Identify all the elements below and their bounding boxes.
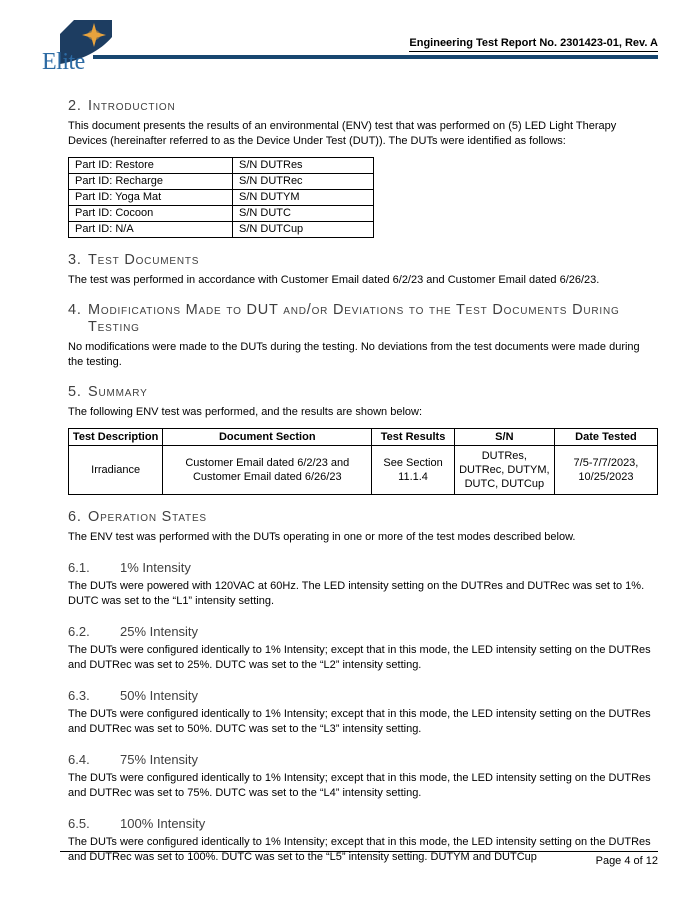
section-heading-modifications — [68, 302, 658, 336]
section-number: 2. — [68, 98, 82, 114]
subsection-title: 50% Intensity — [120, 688, 199, 703]
serial-cell: S/N DUTRec — [233, 174, 374, 190]
introduction-paragraph: This document presents the results of an environmental (ENV) test that was performed on (5) LED Light Therapy Devices (hereinafter referred to as the Device Under Test (DUT)). The DUTs were identified as follows: — [68, 120, 617, 147]
part-id-cell: Part ID: Yoga Mat — [69, 190, 233, 206]
subsection-number: 6.1. — [68, 560, 90, 575]
table-row — [69, 206, 374, 222]
serial-cell: S/N DUTCup — [233, 222, 374, 238]
operation-states-paragraph: The ENV test was performed with the DUTs operating in one or more of the test modes described below. — [68, 531, 576, 543]
section-title: Introduction — [88, 98, 176, 114]
section-title: Summary — [88, 384, 148, 400]
section-title: Operation States — [88, 509, 207, 525]
header-rule — [93, 55, 658, 59]
subsection-number: 6.5. — [68, 816, 90, 831]
test-description-cell: Irradiance — [69, 446, 163, 495]
subsection-heading-25pct — [68, 624, 658, 640]
subsection-paragraph: The DUTs were configured identically to 1% Intensity; except that in this mode, the LED intensity setting on the DUTRes and DUTRec was set to 50%. DUTC was set to the “L3” intensity setting. — [68, 708, 651, 735]
subsection-heading-50pct — [68, 688, 658, 704]
part-id-cell: Part ID: Recharge — [69, 174, 233, 190]
subsection-paragraph: The DUTs were powered with 120VAC at 60Hz. The LED intensity setting on the DUTRes and DUTRec was set to 1%. DUTC was set to the “L1” intensity setting. — [68, 580, 645, 607]
column-header: Date Tested — [554, 429, 657, 446]
table-row — [69, 446, 658, 495]
table-row — [69, 174, 374, 190]
section-number: 3. — [68, 252, 82, 268]
serial-numbers-cell: DUTRes, DUTRec, DUTYM, DUTC, DUTCup — [454, 446, 554, 495]
part-id-cell: Part ID: Cocoon — [69, 206, 233, 222]
subsection-number: 6.2. — [68, 624, 90, 639]
modifications-paragraph: No modifications were made to the DUTs during the testing. No deviations from the test documents were made during the testing. — [68, 341, 640, 368]
column-header: S/N — [454, 429, 554, 446]
section-heading-operation-states — [68, 509, 658, 526]
summary-table — [68, 428, 658, 495]
section-number: 5. — [68, 384, 82, 400]
header-title-block — [93, 33, 658, 59]
section-number: 4. — [68, 302, 82, 318]
subsection-paragraph: The DUTs were configured identically to 1% Intensity; except that in this mode, the LED intensity setting on the DUTRes and DUTRec was set to 25%. DUTC was set to the “L2” intensity setting. — [68, 644, 651, 671]
section-title: Test Documents — [88, 252, 200, 268]
subsection-title: 75% Intensity — [120, 752, 199, 767]
table-row — [69, 222, 374, 238]
subsection-number: 6.4. — [68, 752, 90, 767]
serial-cell: S/N DUTC — [233, 206, 374, 222]
subsection-heading-100pct — [68, 816, 658, 832]
part-id-cell: Part ID: Restore — [69, 158, 233, 174]
section-heading-summary — [68, 384, 658, 401]
section-heading-test-documents — [68, 252, 658, 269]
dut-table — [68, 157, 374, 238]
page-footer — [60, 851, 658, 867]
table-row — [69, 190, 374, 206]
subsection-paragraph: The DUTs were configured identically to 1% Intensity; except that in this mode, the LED intensity setting on the DUTRes and DUTRec was set to 75%. DUTC was set to the “L4” intensity setting. — [68, 772, 651, 799]
summary-paragraph: The following ENV test was performed, and the results are shown below: — [68, 406, 423, 418]
subsection-title: 100% Intensity — [120, 816, 206, 831]
serial-cell: S/N DUTRes — [233, 158, 374, 174]
subsection-heading-75pct — [68, 752, 658, 768]
column-header: Test Description — [69, 429, 163, 446]
date-tested-cell: 7/5-7/7/2023, 10/25/2023 — [554, 446, 657, 495]
subsection-number: 6.3. — [68, 688, 90, 703]
column-header: Test Results — [372, 429, 454, 446]
subsection-paragraph: The DUTs were configured identically to 1% Intensity; except that in this mode, the LED intensity setting on the DUTRes and DUTRec was set to 100%. DUTC was set to the “L5” intensity setting. DUTYM and DUTCup — [68, 836, 651, 863]
section-heading-introduction — [68, 98, 658, 115]
part-id-cell: Part ID: N/A — [69, 222, 233, 238]
column-header: Document Section — [163, 429, 372, 446]
table-header-row — [69, 429, 658, 446]
page-header — [0, 0, 698, 80]
serial-cell: S/N DUTYM — [233, 190, 374, 206]
document-section-cell: Customer Email dated 6/2/23 and Customer Email dated 6/26/23 — [163, 446, 372, 495]
section-title: Modifications Made to DUT and/or Deviations to the Test Documents During Testing — [88, 302, 620, 335]
elite-logo-text: Elite — [42, 49, 85, 75]
section-number: 6. — [68, 509, 82, 525]
test-results-cell: See Section 11.1.4 — [372, 446, 454, 495]
subsection-heading-1pct — [68, 560, 658, 576]
subsection-title: 25% Intensity — [120, 624, 199, 639]
report-title: Engineering Test Report No. 2301423-01, Rev. A — [409, 37, 658, 52]
page-number-label: Page 4 of 12 — [595, 855, 658, 867]
table-row — [69, 158, 374, 174]
report-content — [0, 98, 698, 865]
test-documents-paragraph: The test was performed in accordance with Customer Email dated 6/2/23 and Customer Email dated 6/26/23. — [68, 274, 600, 286]
subsection-title: 1% Intensity — [120, 560, 191, 575]
